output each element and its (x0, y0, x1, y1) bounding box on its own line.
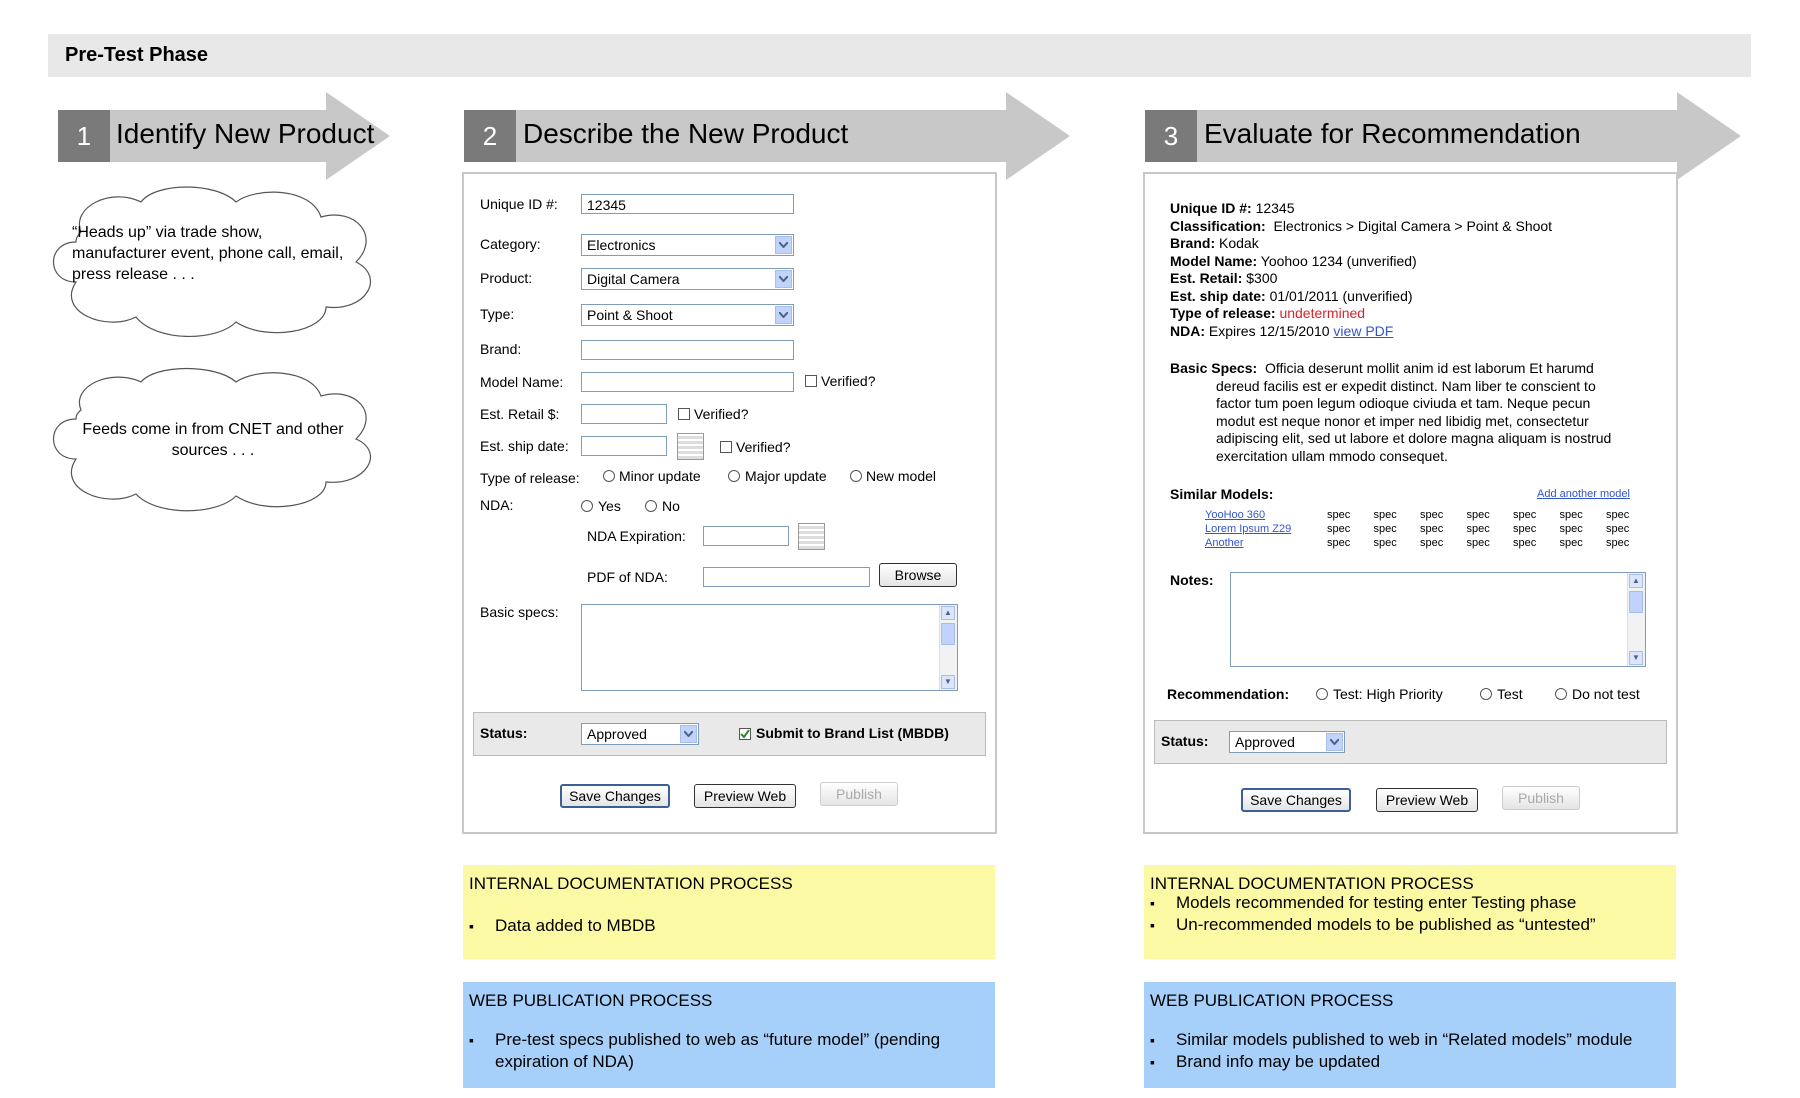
note-list (469, 1029, 974, 1073)
spec-cell: spec (1559, 537, 1583, 549)
specs-text: exercitation ullam mmodo consequet. (1216, 447, 1448, 464)
info-class (1170, 218, 1650, 236)
info-nda (1170, 323, 1650, 341)
cloud-line: Feeds come in from CNET and other (82, 421, 344, 438)
submit-brand-list-label: Submit to Brand List (MBDB) (756, 725, 949, 741)
specs-text: factor tum poen legum odioque civiuda et tam. Neque pecun (1216, 395, 1591, 411)
checkmark-icon (740, 729, 750, 739)
info-model (1170, 253, 1650, 271)
specs-text: modut est neque nonor et imper ned libidig met, consectetur (1216, 412, 1589, 429)
info-release-label: Type of release: (1170, 305, 1276, 321)
preview-web-button[interactable]: Preview Web (694, 784, 796, 808)
chevron-down-icon[interactable] (1326, 733, 1343, 751)
spec-cell: spec (1373, 509, 1397, 521)
release-major-radio[interactable] (728, 470, 740, 482)
info-brand (1170, 235, 1650, 253)
save-changes-button[interactable]: Save Changes (560, 784, 670, 808)
release-minor-label: Minor update (619, 468, 701, 484)
info-release-value: undetermined (1279, 305, 1366, 321)
add-model-link[interactable]: Add another model (1537, 488, 1630, 500)
basic-specs-label: Basic specs: (480, 604, 559, 620)
retail-verified-checkbox[interactable] (678, 408, 690, 420)
status-bar (1154, 720, 1667, 764)
note-title: WEB PUBLICATION PROCESS (469, 991, 713, 1010)
specs-text: Officia deserunt mollit anim id est laborum Et harumd (1264, 360, 1594, 376)
release-minor-radio[interactable] (603, 470, 615, 482)
nda-yes-label: Yes (598, 498, 621, 514)
retail-input[interactable] (581, 404, 667, 424)
info-brand-value: Kodak (1219, 235, 1259, 251)
info-class-label: Classification: (1170, 217, 1266, 234)
release-major-label: Major update (745, 468, 827, 484)
calendar-icon[interactable] (677, 433, 704, 460)
rec-high-priority-radio[interactable] (1316, 688, 1328, 700)
info-nda-label: NDA: (1170, 322, 1205, 339)
step-3-number: 3 (1145, 110, 1197, 162)
similar-model-link[interactable]: Lorem Ipsum Z29 (1205, 523, 1292, 535)
info-ship-value: 01/01/2011 (unverified) (1269, 287, 1413, 304)
spec-cell: spec (1466, 537, 1490, 549)
brand-input[interactable] (581, 340, 794, 360)
recommendation-label: Recommendation: (1167, 686, 1290, 702)
model-name-input[interactable] (581, 372, 794, 392)
release-new-radio[interactable] (850, 470, 862, 482)
note-item: ▪ Similar models published to web in “Related models” module (1150, 1029, 1670, 1051)
scroll-up-icon[interactable]: ▲ (1629, 574, 1643, 588)
chevron-down-icon[interactable] (680, 725, 697, 743)
scroll-thumb[interactable] (941, 623, 955, 645)
internal-doc-process-2 (463, 865, 995, 959)
note-item: ▪ Brand info may be updated (1150, 1051, 1670, 1073)
spec-cell: spec (1373, 523, 1397, 535)
cloud-feeds-text (68, 419, 358, 461)
scroll-down-icon[interactable]: ▼ (941, 675, 955, 689)
spec-cell: spec (1327, 537, 1351, 549)
spec-cell: spec (1420, 509, 1444, 521)
note-item: ▪ Pre-test specs published to web as “future model” (pending expiration of NDA) (469, 1029, 974, 1073)
cloud-line: “Heads up” via trade show, (72, 224, 263, 241)
spec-cell: spec (1559, 509, 1583, 521)
phase-header (48, 34, 1751, 77)
view-pdf-link[interactable]: view PDF (1333, 322, 1394, 339)
chevron-down-icon[interactable] (775, 306, 792, 324)
rec-do-not-test-radio[interactable] (1555, 688, 1567, 700)
similar-models-label: Similar Models: (1170, 486, 1274, 502)
cloud-line: manufacturer event, phone call, email, (72, 245, 344, 262)
spec-cell: spec (1606, 509, 1630, 521)
model-name-label: Model Name: (480, 374, 564, 390)
spec-cell: spec (1420, 523, 1444, 535)
scroll-thumb[interactable] (1629, 591, 1643, 613)
scrollbar[interactable] (1627, 573, 1645, 666)
product-value: Digital Camera (587, 271, 680, 287)
type-value: Point & Shoot (587, 307, 673, 323)
ship-date-label: Est. ship date: (480, 438, 569, 454)
pdf-nda-input[interactable] (703, 567, 870, 587)
info-ship (1170, 288, 1650, 306)
pdf-nda-label: PDF of NDA: (587, 569, 668, 585)
cloud-line: sources . . . (171, 442, 255, 459)
info-nda-value: Expires 12/15/2010 (1208, 322, 1330, 339)
rec-high-priority-label: Test: High Priority (1333, 686, 1443, 702)
status-value: Approved (587, 726, 647, 742)
chevron-down-icon[interactable] (775, 270, 792, 288)
nda-no-radio[interactable] (645, 500, 657, 512)
evaluate-recommendation-panel (1143, 172, 1678, 834)
preview-web-button[interactable]: Preview Web (1376, 788, 1478, 812)
internal-doc-process-3 (1144, 865, 1676, 959)
spec-cell: spec (1559, 523, 1583, 535)
note-title: INTERNAL DOCUMENTATION PROCESS (1150, 874, 1474, 893)
browse-button[interactable]: Browse (879, 563, 957, 587)
spec-cell: spec (1466, 509, 1490, 521)
info-release (1170, 305, 1650, 323)
spec-cell: spec (1420, 537, 1444, 549)
info-model-label: Model Name: (1170, 252, 1258, 269)
info-brand-label: Brand: (1170, 235, 1216, 251)
spec-cell: spec (1327, 509, 1351, 521)
release-new-label: New model (866, 468, 937, 484)
note-list (1150, 1029, 1670, 1073)
step-2-title: Describe the New Product (523, 118, 849, 149)
spec-cell: spec (1373, 537, 1397, 549)
status-label: Status: (480, 725, 528, 741)
status-select[interactable] (581, 723, 699, 745)
unique-id-input[interactable]: 12345 (581, 194, 794, 214)
cloud-line: press release . . . (72, 266, 195, 283)
retail-verified-label: Verified? (694, 406, 749, 422)
brand-label: Brand: (480, 341, 522, 357)
save-changes-button[interactable]: Save Changes (1241, 788, 1351, 812)
status-bar (473, 712, 986, 756)
info-ship-label: Est. ship date: (1170, 287, 1266, 304)
ship-date-input[interactable] (581, 436, 667, 456)
type-label: Type: (480, 306, 515, 322)
note-list (1150, 892, 1670, 936)
specs-line-1 (1170, 360, 1660, 378)
scroll-up-icon[interactable]: ▲ (941, 606, 955, 620)
calendar-icon[interactable] (798, 523, 825, 550)
step-2-number: 2 (464, 110, 516, 162)
nda-expiration-label: NDA Expiration: (587, 528, 686, 544)
retail-label: Est. Retail $: (480, 406, 560, 422)
publish-button[interactable]: Publish (1502, 786, 1580, 810)
specs-text: dereud facilis est er expedit distinct. Nam liber te conscient to (1216, 377, 1596, 394)
spec-cell: spec (1327, 523, 1351, 535)
category-value: Electronics (587, 237, 656, 253)
cloud-heads-up-text (72, 222, 343, 285)
info-class-value: Electronics > Digital Camera > Point & Shoot (1273, 217, 1553, 234)
similar-model-link[interactable]: Another (1205, 537, 1244, 549)
status-label: Status: (1161, 733, 1209, 749)
status-select[interactable] (1229, 731, 1345, 753)
rec-do-not-test-label: Do not test (1572, 686, 1640, 702)
model-verified-checkbox[interactable] (805, 375, 817, 387)
basic-specs-label: Basic Specs: (1170, 360, 1258, 376)
scrollbar[interactable] (939, 605, 957, 690)
web-publication-process-2 (463, 982, 995, 1088)
spec-cell: spec (1466, 523, 1490, 535)
basic-specs-textarea[interactable] (581, 604, 958, 691)
note-item: ▪ Data added to MBDB (469, 915, 979, 937)
note-title: WEB PUBLICATION PROCESS (1150, 991, 1394, 1010)
chevron-down-icon[interactable] (775, 236, 792, 254)
step-1-title: Identify New Product (116, 118, 375, 149)
step-1-number: 1 (58, 110, 110, 162)
similar-model-link[interactable]: YooHoo 360 (1205, 509, 1266, 521)
describe-product-form (462, 172, 997, 834)
unique-id-label: Unique ID #: (480, 196, 558, 212)
model-verified-label: Verified? (821, 373, 876, 389)
publish-button[interactable]: Publish (820, 782, 898, 806)
spec-cell: spec (1513, 509, 1537, 521)
web-publication-process-3 (1144, 982, 1676, 1088)
info-retail-value: $300 (1246, 270, 1278, 286)
product-label: Product: (480, 270, 533, 286)
type-select[interactable] (581, 304, 794, 326)
status-value: Approved (1235, 734, 1295, 750)
info-retail-label: Est. Retail: (1170, 270, 1243, 286)
note-list (469, 915, 979, 937)
scroll-down-icon[interactable]: ▼ (1629, 651, 1643, 665)
ship-verified-label: Verified? (736, 439, 791, 455)
spec-cell: spec (1513, 537, 1537, 549)
nda-expiration-input[interactable] (703, 526, 789, 546)
notes-textarea[interactable] (1230, 572, 1646, 667)
basic-specs-block (1170, 360, 1660, 465)
spec-cell: spec (1606, 537, 1630, 549)
notes-label: Notes: (1170, 572, 1214, 588)
spec-cell: spec (1606, 523, 1630, 535)
nda-no-label: No (662, 498, 680, 514)
note-title: INTERNAL DOCUMENTATION PROCESS (469, 874, 793, 893)
release-type-label: Type of release: (480, 470, 580, 486)
info-uid-value: 12345 (1255, 200, 1295, 216)
info-model-value: Yoohoo 1234 (unverified) (1260, 252, 1417, 269)
category-label: Category: (480, 236, 541, 252)
product-info (1170, 200, 1650, 340)
category-select[interactable] (581, 234, 794, 256)
submit-brand-list-checkbox[interactable] (739, 728, 751, 740)
phase-title: Pre-Test Phase (65, 44, 209, 66)
step-3-title: Evaluate for Recommendation (1204, 118, 1581, 149)
note-item: ▪ Un-recommended models to be published as “untested” (1150, 914, 1670, 936)
nda-yes-radio[interactable] (581, 500, 593, 512)
info-retail (1170, 270, 1650, 288)
nda-label: NDA: (480, 497, 514, 513)
spec-cell: spec (1513, 523, 1537, 535)
ship-verified-checkbox[interactable] (720, 441, 732, 453)
rec-test-label: Test (1497, 686, 1523, 702)
note-item: ▪ Models recommended for testing enter Testing phase (1150, 892, 1670, 914)
specs-text: adipiscing elit, sed ut labore et dolore magna aliquam is nostrud (1216, 430, 1612, 446)
product-select[interactable] (581, 268, 794, 290)
rec-test-radio[interactable] (1480, 688, 1492, 700)
info-uid-label: Unique ID #: (1170, 200, 1252, 216)
info-uid (1170, 200, 1650, 218)
